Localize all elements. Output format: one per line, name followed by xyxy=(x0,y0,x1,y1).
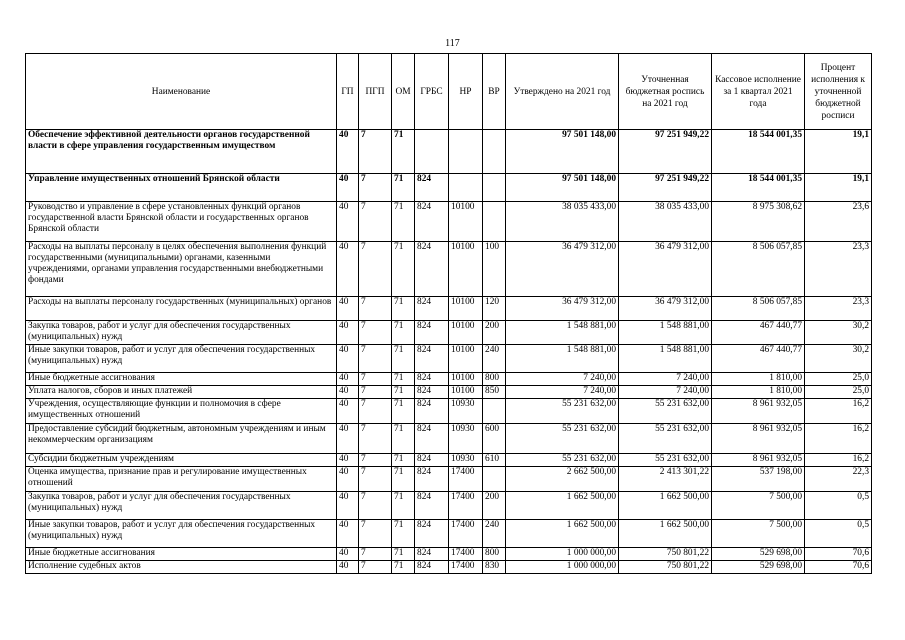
row-name: Иные бюджетные ассигнования xyxy=(26,548,337,561)
row-cash: 529 698,00 xyxy=(712,548,805,561)
row-ppgp: 7 xyxy=(359,492,392,520)
table-row xyxy=(26,492,872,520)
row-ppgp: 7 xyxy=(359,321,392,345)
row-ppgp: 7 xyxy=(359,467,392,492)
row-vr: 800 xyxy=(483,548,506,561)
row-om: 71 xyxy=(392,520,415,548)
row-vr: 240 xyxy=(483,345,506,373)
row-om: 71 xyxy=(392,345,415,373)
row-cash: 1 810,00 xyxy=(712,373,805,386)
row-name: Расходы на выплаты персоналу в целях обеспечения выполнения функций государственными (муниципальными) органами, казенными учреждениями, органами управления государственными внебюджетными фондами xyxy=(26,242,337,297)
row-cash: 8 961 932,05 xyxy=(712,399,805,424)
row-cash: 537 198,00 xyxy=(712,467,805,492)
row-refined: 38 035 433,00 xyxy=(619,202,712,242)
row-nr: 10100 xyxy=(449,202,483,242)
row-gp: 40 xyxy=(337,467,359,492)
row-nr: 10930 xyxy=(449,454,483,467)
row-approved: 36 479 312,00 xyxy=(506,297,619,321)
row-ppgp: 7 xyxy=(359,548,392,561)
row-grbs: 824 xyxy=(415,548,449,561)
row-cash: 8 961 932,05 xyxy=(712,454,805,467)
row-percent: 19,1 xyxy=(805,130,872,174)
row-gp: 40 xyxy=(337,373,359,386)
row-om: 71 xyxy=(392,321,415,345)
header-gp: ГП xyxy=(337,54,359,130)
row-grbs: 824 xyxy=(415,242,449,297)
table-row xyxy=(26,174,872,202)
row-percent: 0,5 xyxy=(805,520,872,548)
row-om: 71 xyxy=(392,548,415,561)
row-om: 71 xyxy=(392,454,415,467)
row-refined: 7 240,00 xyxy=(619,386,712,399)
row-refined: 97 251 949,22 xyxy=(619,174,712,202)
row-vr: 850 xyxy=(483,386,506,399)
row-name: Иные закупки товаров, работ и услуг для обеспечения государственных (муниципальных) нужд xyxy=(26,345,337,373)
row-percent: 23,3 xyxy=(805,242,872,297)
table-row xyxy=(26,130,872,174)
row-om: 71 xyxy=(392,297,415,321)
row-ppgp: 7 xyxy=(359,454,392,467)
row-grbs: 824 xyxy=(415,424,449,454)
row-grbs: 824 xyxy=(415,386,449,399)
row-refined: 36 479 312,00 xyxy=(619,242,712,297)
row-approved: 1 662 500,00 xyxy=(506,492,619,520)
page-number: 117 xyxy=(445,38,460,49)
row-ppgp: 7 xyxy=(359,520,392,548)
row-percent: 70,6 xyxy=(805,548,872,561)
row-nr: 17400 xyxy=(449,561,483,574)
row-cash: 8 961 932,05 xyxy=(712,424,805,454)
row-percent: 23,3 xyxy=(805,297,872,321)
row-cash: 8 506 057,85 xyxy=(712,242,805,297)
row-vr xyxy=(483,130,506,174)
row-refined: 1 548 881,00 xyxy=(619,345,712,373)
row-percent: 19,1 xyxy=(805,174,872,202)
row-om: 71 xyxy=(392,386,415,399)
row-percent: 0,5 xyxy=(805,492,872,520)
header-nr: НР xyxy=(449,54,483,130)
row-gp: 40 xyxy=(337,399,359,424)
row-gp: 40 xyxy=(337,454,359,467)
row-om: 71 xyxy=(392,561,415,574)
row-ppgp: 7 xyxy=(359,297,392,321)
row-refined: 55 231 632,00 xyxy=(619,454,712,467)
row-ppgp: 7 xyxy=(359,345,392,373)
table-row xyxy=(26,202,872,242)
header-om: ОМ xyxy=(392,54,415,130)
row-gp: 40 xyxy=(337,561,359,574)
row-name: Управление имущественных отношений Брянской области xyxy=(26,174,337,202)
row-gp: 40 xyxy=(337,297,359,321)
row-gp: 40 xyxy=(337,242,359,297)
row-vr: 610 xyxy=(483,454,506,467)
row-nr: 17400 xyxy=(449,548,483,561)
table-row xyxy=(26,242,872,297)
row-grbs: 824 xyxy=(415,561,449,574)
row-approved: 1 548 881,00 xyxy=(506,345,619,373)
row-ppgp: 7 xyxy=(359,424,392,454)
row-refined: 1 662 500,00 xyxy=(619,520,712,548)
row-percent: 22,3 xyxy=(805,467,872,492)
row-refined: 97 251 949,22 xyxy=(619,130,712,174)
row-nr: 10100 xyxy=(449,297,483,321)
row-name: Субсидии бюджетным учреждениям xyxy=(26,454,337,467)
row-approved: 7 240,00 xyxy=(506,386,619,399)
row-ppgp: 7 xyxy=(359,202,392,242)
row-name: Иные бюджетные ассигнования xyxy=(26,373,337,386)
table-row xyxy=(26,321,872,345)
row-refined: 36 479 312,00 xyxy=(619,297,712,321)
table-row xyxy=(26,424,872,454)
header-ppgp: ПГП xyxy=(359,54,392,130)
table-row xyxy=(26,345,872,373)
row-cash: 8 975 308,62 xyxy=(712,202,805,242)
row-name: Закупка товаров, работ и услуг для обеспечения государственных (муниципальных) нужд xyxy=(26,492,337,520)
row-om: 71 xyxy=(392,399,415,424)
row-ppgp: 7 xyxy=(359,242,392,297)
row-grbs: 824 xyxy=(415,345,449,373)
row-gp: 40 xyxy=(337,202,359,242)
row-ppgp: 7 xyxy=(359,561,392,574)
row-refined: 55 231 632,00 xyxy=(619,399,712,424)
row-name: Иные закупки товаров, работ и услуг для обеспечения государственных (муниципальных) нужд xyxy=(26,520,337,548)
row-vr: 600 xyxy=(483,424,506,454)
table-row xyxy=(26,386,872,399)
row-cash: 529 698,00 xyxy=(712,561,805,574)
row-percent: 25,0 xyxy=(805,386,872,399)
row-gp: 40 xyxy=(337,321,359,345)
row-name: Расходы на выплаты персоналу государственных (муниципальных) органов xyxy=(26,297,337,321)
row-om: 71 xyxy=(392,130,415,174)
header-row xyxy=(26,54,872,130)
row-nr: 10100 xyxy=(449,242,483,297)
row-percent: 30,2 xyxy=(805,345,872,373)
row-grbs: 824 xyxy=(415,202,449,242)
row-om: 71 xyxy=(392,202,415,242)
row-ppgp: 7 xyxy=(359,130,392,174)
row-refined: 2 413 301,22 xyxy=(619,467,712,492)
row-grbs: 824 xyxy=(415,297,449,321)
row-approved: 97 501 148,00 xyxy=(506,174,619,202)
row-nr: 17400 xyxy=(449,492,483,520)
row-nr: 10100 xyxy=(449,345,483,373)
header-cash: Кассовое исполнение за 1 квартал 2021 года xyxy=(712,54,805,130)
table-row xyxy=(26,520,872,548)
row-vr xyxy=(483,399,506,424)
row-percent: 16,2 xyxy=(805,424,872,454)
row-nr: 10100 xyxy=(449,321,483,345)
table-row xyxy=(26,454,872,467)
row-gp: 40 xyxy=(337,130,359,174)
row-vr: 830 xyxy=(483,561,506,574)
row-cash: 467 440,77 xyxy=(712,345,805,373)
row-approved: 55 231 632,00 xyxy=(506,454,619,467)
row-cash: 8 506 057,85 xyxy=(712,297,805,321)
row-name: Закупка товаров, работ и услуг для обеспечения государственных (муниципальных) нужд xyxy=(26,321,337,345)
row-approved: 7 240,00 xyxy=(506,373,619,386)
row-percent: 30,2 xyxy=(805,321,872,345)
row-nr: 10100 xyxy=(449,386,483,399)
table-row xyxy=(26,561,872,574)
row-om: 71 xyxy=(392,174,415,202)
header-percent: Процент исполнения к уточненной бюджетной росписи xyxy=(805,54,872,130)
row-approved: 97 501 148,00 xyxy=(506,130,619,174)
row-ppgp: 7 xyxy=(359,174,392,202)
row-approved: 55 231 632,00 xyxy=(506,424,619,454)
row-name: Учреждения, осуществляющие функции и полномочия в сфере имущественных отношений xyxy=(26,399,337,424)
row-percent: 16,2 xyxy=(805,399,872,424)
header-grbs: ГРБС xyxy=(415,54,449,130)
row-cash: 467 440,77 xyxy=(712,321,805,345)
row-name: Руководство и управление в сфере установленных функций органов государственной власти Брянской области и государственных органов Брянской области xyxy=(26,202,337,242)
row-vr: 100 xyxy=(483,242,506,297)
table-row xyxy=(26,399,872,424)
table-row xyxy=(26,467,872,492)
row-nr: 10930 xyxy=(449,424,483,454)
row-gp: 40 xyxy=(337,492,359,520)
row-vr: 120 xyxy=(483,297,506,321)
row-nr xyxy=(449,174,483,202)
row-refined: 1 548 881,00 xyxy=(619,321,712,345)
header-name: Наименование xyxy=(26,54,337,130)
row-nr: 17400 xyxy=(449,467,483,492)
row-refined: 1 662 500,00 xyxy=(619,492,712,520)
row-grbs: 824 xyxy=(415,520,449,548)
row-grbs: 824 xyxy=(415,467,449,492)
table-row xyxy=(26,373,872,386)
row-grbs: 824 xyxy=(415,399,449,424)
header-approved: Утверждено на 2021 год xyxy=(506,54,619,130)
row-name: Уплата налогов, сборов и иных платежей xyxy=(26,386,337,399)
row-refined: 750 801,22 xyxy=(619,548,712,561)
row-name: Обеспечение эффективной деятельности органов государственной власти в сфере управления государственным имуществом xyxy=(26,130,337,174)
row-grbs: 824 xyxy=(415,321,449,345)
row-vr xyxy=(483,467,506,492)
row-cash: 7 500,00 xyxy=(712,520,805,548)
row-grbs: 824 xyxy=(415,174,449,202)
row-om: 71 xyxy=(392,373,415,386)
row-gp: 40 xyxy=(337,424,359,454)
row-vr xyxy=(483,174,506,202)
table-row xyxy=(26,297,872,321)
row-om: 71 xyxy=(392,242,415,297)
table-row xyxy=(26,548,872,561)
row-om: 71 xyxy=(392,467,415,492)
row-refined: 7 240,00 xyxy=(619,373,712,386)
row-om: 71 xyxy=(392,492,415,520)
row-gp: 40 xyxy=(337,345,359,373)
row-grbs xyxy=(415,130,449,174)
row-percent: 23,6 xyxy=(805,202,872,242)
row-ppgp: 7 xyxy=(359,386,392,399)
row-vr: 800 xyxy=(483,373,506,386)
row-approved: 2 662 500,00 xyxy=(506,467,619,492)
row-cash: 18 544 001,35 xyxy=(712,130,805,174)
row-approved: 1 548 881,00 xyxy=(506,321,619,345)
row-nr: 17400 xyxy=(449,520,483,548)
row-gp: 40 xyxy=(337,520,359,548)
row-approved: 55 231 632,00 xyxy=(506,399,619,424)
row-grbs: 824 xyxy=(415,373,449,386)
row-approved: 1 662 500,00 xyxy=(506,520,619,548)
header-refined: Уточненная бюджетная роспись на 2021 год xyxy=(619,54,712,130)
row-vr: 200 xyxy=(483,492,506,520)
row-approved: 1 000 000,00 xyxy=(506,548,619,561)
row-om: 71 xyxy=(392,424,415,454)
row-cash: 18 544 001,35 xyxy=(712,174,805,202)
row-refined: 55 231 632,00 xyxy=(619,424,712,454)
header-vr: ВР xyxy=(483,54,506,130)
row-cash: 1 810,00 xyxy=(712,386,805,399)
row-name: Исполнение судебных актов xyxy=(26,561,337,574)
row-approved: 1 000 000,00 xyxy=(506,561,619,574)
row-gp: 40 xyxy=(337,548,359,561)
row-nr: 10930 xyxy=(449,399,483,424)
row-refined: 750 801,22 xyxy=(619,561,712,574)
row-gp: 40 xyxy=(337,174,359,202)
row-percent: 25,0 xyxy=(805,373,872,386)
row-gp: 40 xyxy=(337,386,359,399)
row-grbs: 824 xyxy=(415,492,449,520)
row-nr: 10100 xyxy=(449,373,483,386)
row-cash: 7 500,00 xyxy=(712,492,805,520)
row-name: Оценка имущества, признание прав и регулирование имущественных отношений xyxy=(26,467,337,492)
row-percent: 16,2 xyxy=(805,454,872,467)
row-name: Предоставление субсидий бюджетным, автономным учреждениям и иным некоммерческим организациям xyxy=(26,424,337,454)
row-approved: 36 479 312,00 xyxy=(506,242,619,297)
row-percent: 70,6 xyxy=(805,561,872,574)
row-vr: 200 xyxy=(483,321,506,345)
row-approved: 38 035 433,00 xyxy=(506,202,619,242)
row-ppgp: 7 xyxy=(359,399,392,424)
row-nr xyxy=(449,130,483,174)
budget-table xyxy=(25,53,872,574)
row-vr xyxy=(483,202,506,242)
row-vr: 240 xyxy=(483,520,506,548)
row-grbs: 824 xyxy=(415,454,449,467)
row-ppgp: 7 xyxy=(359,373,392,386)
